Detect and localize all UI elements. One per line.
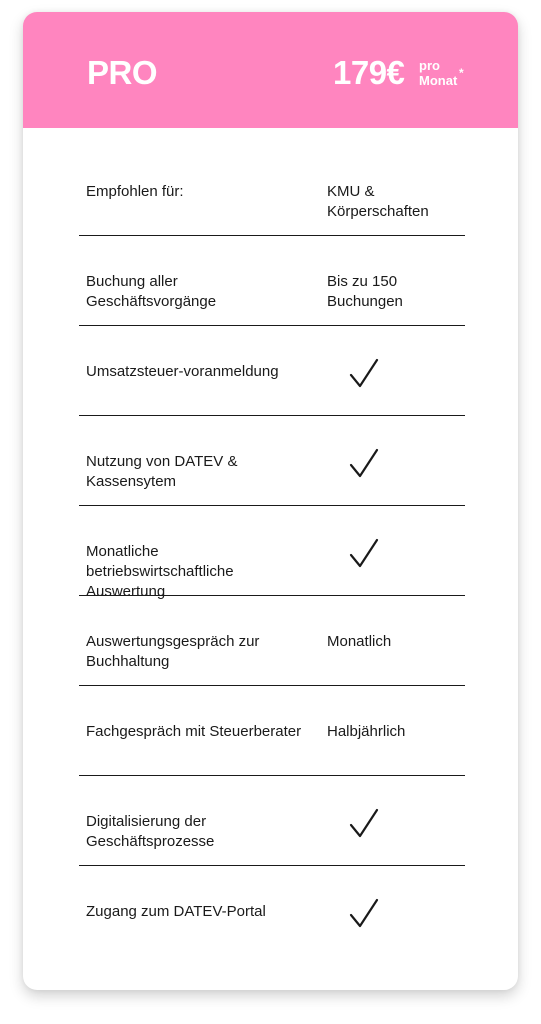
feature-value: Bis zu 150 Buchungen — [327, 273, 403, 310]
pricing-card — [23, 12, 518, 990]
plan-name: PRO — [87, 54, 158, 91]
feature-row — [79, 416, 465, 506]
feature-value: KMU & Körperschaften — [327, 183, 429, 220]
feature-label: Empfohlen für: — [86, 183, 184, 200]
feature-row — [79, 146, 465, 236]
feature-label: Nutzung von DATEV & Kassensytem — [86, 453, 238, 490]
feature-label: Monatliche betriebswirtschaftliche Auswertung — [86, 543, 234, 600]
price-period-line1: pro — [419, 58, 440, 73]
feature-label: Umsatzsteuer-voranmeldung — [86, 363, 279, 380]
feature-row — [79, 686, 465, 776]
plan-price: 179€ — [333, 54, 405, 91]
feature-label: Fachgespräch mit Steuerberater — [86, 723, 302, 740]
feature-label: Buchung aller Geschäftsvorgänge — [86, 273, 217, 310]
price-period-line2: Monat — [419, 73, 458, 88]
feature-value: Halbjährlich — [327, 723, 406, 740]
feature-list — [79, 146, 465, 956]
feature-label: Digitalisierung der Geschäftsprozesse — [86, 813, 215, 850]
feature-label: Auswertungsgespräch zur Buchhaltung — [86, 633, 260, 670]
checkmark-icon — [349, 448, 379, 480]
feature-row — [79, 326, 465, 416]
checkmark-icon — [349, 898, 379, 930]
price-footnote-marker: * — [459, 66, 464, 80]
card-header — [23, 12, 518, 128]
checkmark-icon — [349, 538, 379, 570]
feature-row — [79, 506, 465, 600]
feature-label: Zugang zum DATEV-Portal — [86, 903, 266, 920]
feature-row — [79, 596, 465, 686]
checkmark-icon — [349, 808, 379, 840]
feature-value: Monatlich — [327, 633, 392, 650]
feature-row — [79, 866, 465, 956]
checkmark-icon — [349, 358, 379, 390]
feature-row — [79, 236, 465, 326]
feature-row — [79, 776, 465, 866]
